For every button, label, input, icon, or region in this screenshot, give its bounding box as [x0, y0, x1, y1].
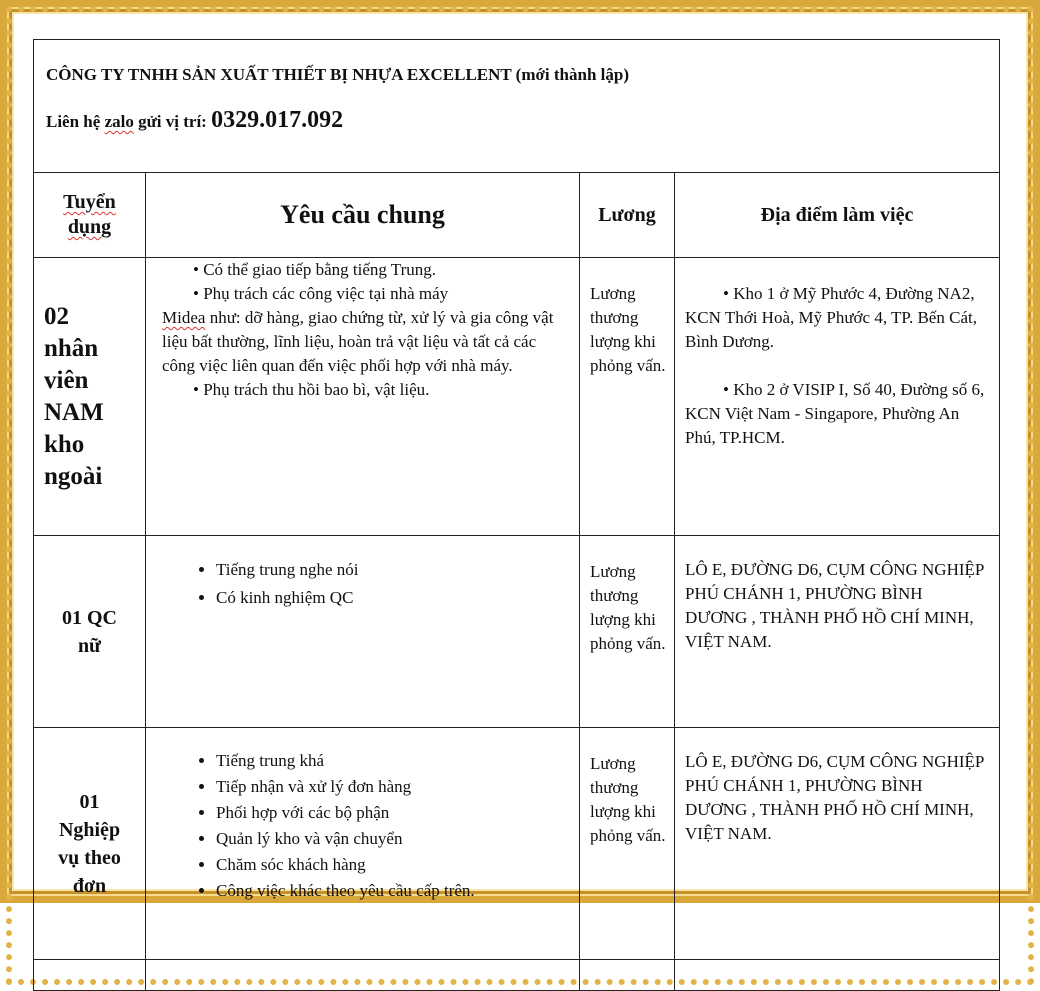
requirement-item: • Phụ trách các công việc tại nhà máy [154, 282, 567, 306]
position-line: ngoài [44, 462, 103, 490]
position-line: kho [44, 430, 85, 458]
requirement-item: • Chăm sóc khách hàng [216, 853, 579, 877]
location-item: • Kho 2 ở VISIP I, Số 40, Đường số 6, KCN Việt Nam - Singapore, Phường An Phú, TP.HCM. [685, 380, 985, 447]
column-header-requirements: Yêu cầu chung [146, 173, 580, 258]
empty-cell [675, 960, 1000, 991]
position-line: nhân [44, 334, 99, 362]
requirement-item: • Phụ trách thu hồi bao bì, vật liệu. [154, 378, 567, 402]
requirements-cell [146, 728, 580, 960]
location-cell [675, 258, 1000, 536]
table-row [34, 258, 1000, 536]
position-line: Nghiệp [58, 818, 121, 841]
requirement-text: như: dỡ hàng, giao chứng từ, xử lý và gia công vật liệu bất thường, lĩnh liệu, hoàn trả vật liệu và tất cả các công việc liên quan đến việc phối hợp với nhà máy. [162, 308, 554, 375]
requirement-item: • Phối hợp với các bộ phận [216, 801, 579, 825]
requirement-continuation [154, 306, 567, 378]
position-line: viên [44, 366, 89, 394]
requirement-item: • Tiếng trung khá [216, 749, 579, 773]
column-header-recruit [34, 173, 146, 258]
position-line: đơn [72, 874, 107, 897]
salary-cell: Lương thương lượng khi phỏng vấn. [580, 536, 675, 728]
location-cell: LÔ E, ĐƯỜNG D6, CỤM CÔNG NGHIỆP PHÚ CHÁNH 1, PHƯỜNG BÌNH DƯƠNG , THÀNH PHỐ HỒ CHÍ MINH, VIỆT NAM. [675, 536, 1000, 728]
column-header-location: Địa điểm làm việc [675, 173, 1000, 258]
requirement-item: • Tiếng trung nghe nói [216, 558, 579, 582]
zalo-text: zalo [104, 112, 134, 131]
position-line: 01 [79, 790, 100, 813]
header-cell [34, 40, 1000, 173]
requirement-item: • Quản lý kho và vận chuyển [216, 827, 579, 851]
column-header-salary: Lương [580, 173, 675, 258]
position-cell [34, 728, 146, 960]
position-line: nữ [77, 634, 102, 657]
position-cell [34, 258, 146, 536]
location-item: • Kho 1 ở Mỹ Phước 4, Đường NA2, KCN Thới Hoà, Mỹ Phước 4, TP. Bến Cát, Bình Dương. [685, 284, 977, 351]
empty-cell [580, 960, 675, 991]
location-cell: LÔ E, ĐƯỜNG D6, CỤM CÔNG NGHIỆP PHÚ CHÁNH 1, PHƯỜNG BÌNH DƯƠNG , THÀNH PHỐ HỒ CHÍ MINH, VIỆT NAM. [675, 728, 1000, 960]
table-row [34, 728, 1000, 960]
recruit-label-1: Tuyển [63, 191, 116, 213]
contact-line [46, 107, 987, 134]
position-line: vụ theo [58, 846, 121, 869]
table-row-partial [34, 960, 1000, 991]
recruit-label-2: dụng [67, 216, 112, 238]
contact-label: Liên hệ [46, 112, 105, 131]
midea-text: Midea [162, 308, 206, 327]
location-text: Kho 1 ở Mỹ Phước 4, Đường NA2, KCN Thới Hoà, Mỹ Phước 4, TP. Bến Cát, Bình Dương. [685, 284, 977, 351]
salary-cell: Lương thương lượng khi phỏng vấn. [580, 728, 675, 960]
requirement-item: • Có thể giao tiếp bằng tiếng Trung. [154, 258, 567, 282]
requirement-item: • Công việc khác theo yêu cầu cấp trên. [216, 879, 579, 903]
empty-cell [146, 960, 580, 991]
spacer [685, 354, 989, 378]
position-cell [34, 536, 146, 728]
empty-cell [34, 960, 146, 991]
contact-label-2: gửi vị trí: [133, 112, 212, 131]
table-row [34, 536, 1000, 728]
job-table [33, 39, 1000, 991]
salary-cell: Lương thương lượng khi phỏng vấn. [580, 258, 675, 536]
company-name: CÔNG TY TNHH SẢN XUẤT THIẾT BỊ NHỰA EXCELLENT (mới thành lập) [46, 65, 629, 84]
position-line: NAM [44, 398, 104, 426]
job-posting-document [33, 39, 999, 900]
position-line: 02 [44, 302, 69, 330]
phone-number: 0329.017.092 [211, 107, 344, 133]
requirements-cell [146, 536, 580, 728]
location-text: Kho 2 ở VISIP I, Số 40, Đường số 6, KCN Việt Nam - Singapore, Phường An Phú, TP.HCM. [685, 380, 985, 447]
requirement-item: • Tiếp nhận và xử lý đơn hàng [216, 775, 579, 799]
position-line: 01 QC [62, 606, 117, 629]
requirement-item: • Có kinh nghiệm QC [216, 586, 579, 610]
requirements-cell [146, 258, 580, 536]
